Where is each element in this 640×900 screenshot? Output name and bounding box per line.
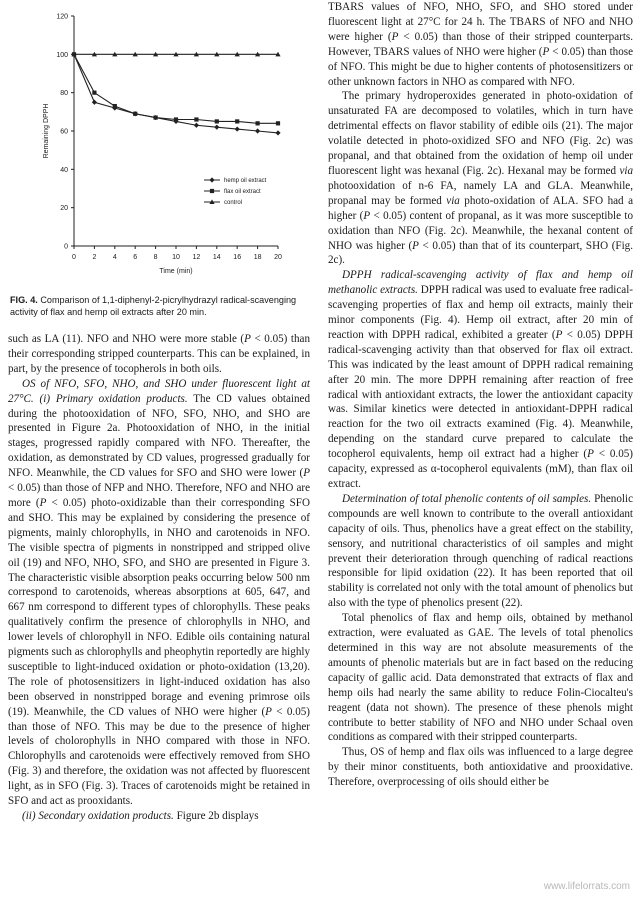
legend-entry: control: [224, 200, 243, 206]
text-run: < 0.05) than those of NFP and NHO. Therefore, NFO and NHO are more (: [8, 482, 310, 509]
chart-dpph: [8, 2, 310, 288]
text-run: such as LA (11). NFO and NHO were more stable (: [8, 333, 245, 345]
text-run: The CD values obtained during the photooxidation of NFO, SFO, NHO, and SHO are presented in Figure 2a. Photooxidation of NHO, in the initial stages, progressed rapidly compared with NFO. Thereafter, the oxidation, as demonstrated by CD values, progressed gradually for NFO. Meanwhile, the CD values for SFO and SHO were lower (: [8, 392, 310, 480]
y-tick-label: 60: [60, 128, 68, 136]
text-run: The primary hydroperoxides generated in photo-oxidation of unsaturated FA are decomposed to volatiles, which in turn have detrimental effects on flavor stability of edible oils (21). The major volatile detected in photo-oxidized SFO and NFO (Fig. 2c) was propanal, and that obtained from the oxidation of hemp oil under fluorescent light was hexanal (Fig. 2c). Hexanal may be formed: [328, 90, 633, 177]
italic-text: P: [244, 333, 251, 345]
italic-text: P: [555, 328, 563, 341]
x-tick-label: 18: [253, 254, 262, 261]
text-run: photooxidation of n-6 FA, namely LA and GLA. Meanwhile, propanal may be formed: [328, 179, 633, 207]
italic-text: DPPH radical-scavenging activity of flax and hemp oil methanolic extracts.: [328, 269, 633, 297]
data-point-series-1: [154, 115, 158, 119]
data-point-series-1: [113, 104, 117, 108]
paragraph: [8, 377, 310, 809]
figure-caption: [10, 294, 302, 319]
y-tick-label: 40: [60, 166, 68, 174]
paragraph: [328, 745, 633, 790]
italic-text: P: [363, 209, 371, 222]
text-run: < 0.05) than those of NFO. This may be due to the presence of higher levels of cholorophylls in NHO compared with those in NFO. Chlorophylls and carotenoids were effectively removed from SHO (Fig. 3) and therefore, the oxidation was not affected by fluorescent light, as in SFO (Fig. 3). Traces of carotenoids might be retained in SFO and act as prooxidants.: [8, 705, 310, 808]
x-tick-label: 0: [72, 254, 76, 261]
figure-4: [8, 2, 310, 288]
data-point-series-1: [276, 121, 280, 125]
figure-label: FIG. 4.: [10, 295, 38, 305]
italic-text: P: [587, 448, 594, 461]
text-run: DPPH radical was used to evaluate free radical-scavenging properties of flax and hemp oil extracts, mainly their minor components (Fig. 4). Hemp oil extract, after 20 min of reaction with DPPH radical, exhibited a greater (: [328, 284, 633, 341]
x-axis-label: Time (min): [159, 268, 193, 275]
data-point-series-1: [174, 117, 178, 121]
y-tick-label: 80: [60, 90, 68, 98]
y-tick-label: 120: [56, 13, 68, 21]
y-tick-label: 20: [60, 205, 68, 213]
y-tick-label: 0: [64, 243, 68, 251]
data-point-series-0: [214, 125, 219, 130]
figure-caption-text: Comparison of 1,1-diphenyl-2-picrylhydrazyl radical-scavenging activity of flax and hemp oil extracts after 20 min.: [10, 295, 297, 318]
data-point-series-0: [194, 123, 199, 128]
paragraph: [328, 0, 633, 89]
text-run: Total phenolics of flax and hemp oils, obtained by methanol extraction, were evaluated as GAE. The levels of total phenolics determined in this way are not absolute measurements of the amounts of phenolic materials but are in fact based on the reducing capacity of gallic acid. Data demonstrated that extracts of flax and hemp oils had nearly the same ability to reduce Folin-Ciocalteu's reagent (data not shown). The presence of these phenols might contribute to better stability of NFO and NHO under Schaal oven conditions as compared with their stripped counterparts.: [328, 612, 633, 744]
data-point-series-0: [92, 100, 97, 105]
x-tick-label: 20: [274, 254, 282, 261]
paragraph: [328, 492, 633, 611]
right-column-text: [328, 0, 633, 790]
legend-entry: hemp oil extract: [224, 178, 267, 184]
x-tick-label: 2: [92, 254, 97, 261]
x-tick-label: 14: [212, 254, 221, 261]
italic-text: Determination of total phenolic contents of oil samples.: [342, 492, 592, 505]
text-run: < 0.05) than those of NFO. This might be due to higher contents of photosensitizers or other unknown factors in NHO as compared with NFO.: [328, 45, 633, 88]
paragraph: [328, 89, 633, 268]
text-run: < 0.05) capacity, expressed as α-tocopherol equivalents (mM), than flax oil extract.: [328, 448, 633, 490]
data-point-series-1: [256, 121, 260, 125]
data-point-series-0: [235, 126, 240, 131]
italic-text: (ii) Secondary oxidation products.: [22, 810, 174, 822]
text-run: Thus, OS of hemp and flax oils was influenced to a large degree by their minor constituents, both antioxidative and prooxidative. Therefore, overprocessing of oils should either be: [328, 746, 633, 789]
text-run: photo-oxidation of ALA. SFO had a higher (: [328, 194, 633, 222]
data-point-series-1: [92, 91, 96, 95]
x-tick-label: 16: [233, 254, 242, 261]
italic-text: via: [619, 164, 633, 177]
y-tick-label: 100: [56, 51, 68, 59]
text-run: Figure 2b displays: [173, 810, 259, 822]
paragraph: [8, 332, 310, 377]
text-run: < 0.05) content of propanal, as it was more susceptible to oxidation than NFO (Fig. 2c). Meanwhile, the hexanal content of NHO was higher (: [328, 209, 633, 252]
text-run: < 0.05) photo-oxidizable than their corresponding SFO and SHO. This may be explained by considering the presence of pigments, mainly chlorophylls, in NHO and carotenoids in NFO. The visible spectra of pigments in nonstripped and stripped olive oil (19) and NFO, NHO, SFO, and SHO are presented in Figure 3. The characteristic visible absorption peaks occurring below 500 nm correspond to carotenoids, whereas absorptions at 605, 647, and 667 nm correspond to different types of chlorophylls. These peaks qualitatively confirm the presence of chlorophylls in NHO, and lower levels of chlorophyll in NFO. Edible oils containing natural pigments such as chlorophylls and pheophytin reportedly are highly susceptible to light-induced oxidation or photo-oxidation (13,20). The role of photosensitizers in light-induced oxidation has also been observed in nonstripped borage and evening primrose oils (19). Meanwhile, the CD values of NHO were higher (: [8, 496, 310, 718]
data-point-series-0: [275, 130, 280, 135]
x-tick-label: 10: [172, 254, 180, 261]
italic-text: OS of NFO, SFO, NHO, and SHO under fluorescent light at 27°C. (i) Primary oxidation products.: [8, 377, 310, 405]
italic-text: P: [542, 45, 550, 58]
text-run: < 0.05) than that of its counterpart, SHO (Fig. 2c).: [328, 239, 633, 267]
y-axis-label: Remaining DPPH: [43, 103, 50, 159]
text-run: < 0.05) than their corresponding stripped counterparts. This can be explained, in part, by the presence of tocopherols in both oils.: [8, 333, 310, 375]
italic-text: P: [303, 467, 310, 480]
legend-marker: [210, 189, 214, 193]
paragraph: [328, 611, 633, 745]
series-line-1: [74, 54, 278, 123]
paragraph: [328, 268, 633, 492]
x-tick-label: 8: [153, 254, 158, 261]
x-tick-label: 12: [192, 254, 201, 261]
text-run: < 0.05) DPPH radical-scavenging activity than that observed for flax oil extract. This was indicated by the least amount of DPPH radical remaining after 20 min. The more DPPH remaining after reaction of free radical with antioxidant extracts, the lower the antioxidant capacity was. Similar kinetics were detected in antioxidant-DPPH radical reaction for the two oil extracts examined (Fig. 4). Meanwhile, depending on the standard curve prepared to calculate the tocopherol equivalents, hemp oil extract had a higher (: [328, 328, 633, 461]
data-point-series-1: [133, 112, 137, 116]
legend-entry: flax oil extract: [224, 189, 261, 195]
data-point-series-1: [194, 117, 198, 121]
left-column-text: [8, 332, 310, 824]
italic-text: via: [446, 194, 460, 207]
text-run: < 0.05) than those of their stripped counterparts. However, TBARS values of NHO were higher (: [328, 30, 634, 58]
data-point-series-1: [215, 119, 219, 123]
data-point-series-0: [255, 128, 260, 133]
italic-text: P: [39, 496, 47, 509]
italic-text: P: [412, 239, 419, 252]
data-point-series-1: [235, 119, 239, 123]
legend-marker: [209, 177, 214, 182]
watermark-text: www.lifelorrats.com: [543, 881, 630, 892]
paragraph: [8, 809, 310, 824]
text-run: Phenolic compounds are well known to contribute to the overall antioxidant capacity of oils. Thus, phenolics have a great effect on the stability, sensory, and nutritional characteristics of oil samples and might prevent their deterioration through quenching of radical reactions responsible for lipid oxidation (22). It has been reported that oil stability is correlated not only with the total amount of phenolics but also with the type of phenolics present (22).: [328, 492, 633, 610]
italic-text: P: [391, 30, 399, 43]
x-tick-label: 4: [112, 254, 117, 261]
x-tick-label: 6: [133, 254, 138, 261]
text-run: TBARS values of NFO, NHO, SFO, and SHO stored under fluorescent light at 27°C for 24 h. The TBARS of NFO and NHO were higher (: [328, 1, 633, 43]
italic-text: P: [265, 705, 272, 718]
